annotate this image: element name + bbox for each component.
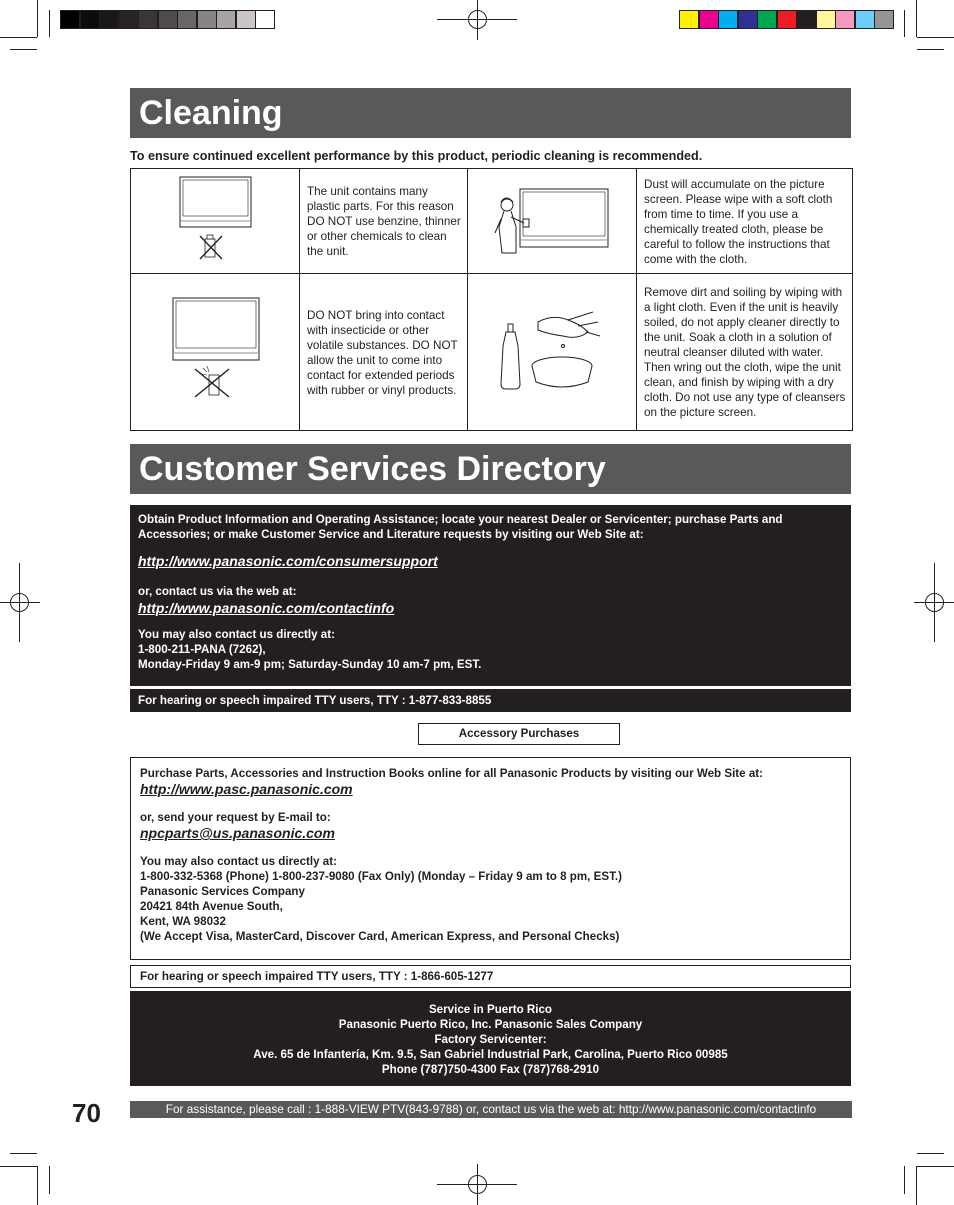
calibration-swatch: [679, 10, 699, 29]
calibration-swatch: [718, 10, 738, 29]
accessory-purchases-label: [418, 723, 620, 745]
pr-address: Ave. 65 de Infantería, Km. 9.5, San Gabriel Industrial Park, Carolina, Puerto Rico 00985: [253, 1048, 728, 1061]
phone-number: 1-800-211-PANA (7262),: [138, 643, 266, 656]
no-chemicals-illustration: [131, 169, 300, 274]
hours-text: Monday-Friday 9 am-9 pm; Saturday-Sunday 10 am-7 pm, EST.: [138, 658, 482, 671]
info-text: Obtain Product Information and Operating Assistance; locate your nearest Dealer or Servicenter; purchase Parts and: [138, 513, 783, 526]
crop-mark: [916, 1166, 917, 1205]
calibration-swatch: [138, 10, 158, 29]
calibration-swatch: [177, 10, 197, 29]
product-info-box: [130, 505, 851, 686]
purchase-box: [130, 757, 851, 960]
purchase-text: Purchase Parts, Accessories and Instruction Books online for all Panasonic Products by visiting our Web Site at:: [140, 767, 763, 780]
payment-note: (We Accept Visa, MasterCard, Discover Card, American Express, and Personal Checks): [140, 930, 620, 943]
calibration-swatch: [855, 10, 875, 29]
table-row: [131, 169, 853, 274]
tv-icon: [520, 189, 608, 247]
accessory-label-text: Accessory Purchases: [458, 727, 580, 740]
info-text: Accessories; or make Customer Service and Literature requests by visiting our Web Site at:: [138, 528, 644, 541]
address-city: Kent, WA 98032: [140, 915, 226, 928]
phone-number: 1-800-332-5368 (Phone) 1-800-237-9080 (Fax Only) (Monday – Friday 9 am to 8 pm, EST.): [140, 870, 622, 883]
pr-phone: Phone (787)750-4300 Fax (787)768-2910: [381, 1063, 600, 1076]
crop-mark: [10, 49, 37, 50]
cleaning-title: Cleaning: [130, 88, 851, 138]
address-street: 20421 84th Avenue South,: [140, 900, 283, 913]
info-text: You may also contact us directly at:: [138, 628, 335, 641]
crop-mark: [904, 1166, 905, 1194]
hands-wringing-cloth-icon: [538, 312, 600, 348]
contactinfo-link[interactable]: http://www.panasonic.com/contactinfo: [138, 600, 395, 616]
calibration-swatch: [197, 10, 217, 29]
calibration-swatch: [99, 10, 119, 29]
pasc-link[interactable]: http://www.pasc.panasonic.com: [140, 781, 353, 797]
consumersupport-link[interactable]: http://www.panasonic.com/consumersupport: [138, 553, 438, 569]
page-number: 70: [72, 1098, 101, 1128]
crop-mark: [37, 1166, 38, 1205]
pr-company: Panasonic Puerto Rico, Inc. Panasonic Sales Company: [338, 1018, 643, 1031]
cleaning-table: [130, 168, 853, 431]
tv-icon: [180, 177, 251, 227]
no-chemical-bottle-icon: [200, 235, 222, 259]
cleanser-bottle-icon: [501, 324, 520, 389]
calibration-swatch: [796, 10, 816, 29]
calibration-swatch: [699, 10, 719, 29]
cleaning-text: The unit contains many plastic parts. For this reason DO NOT use benzine, thinner or other chemicals to clean the unit.: [300, 169, 468, 274]
calibration-swatch: [738, 10, 758, 29]
tty-text: For hearing or speech impaired TTY users, TTY : 1-866-605-1277: [140, 970, 494, 983]
cleaning-text: Dust will accumulate on the picture screen. Please wipe with a soft cloth from time to time. If you use a chemically treated cloth, please be careful to follow the instructions that come with the cloth.: [637, 169, 853, 274]
tty-text: For hearing or speech impaired TTY users, TTY : 1-877-833-8855: [138, 694, 492, 707]
no-spray-can-icon: [195, 366, 229, 397]
pr-servicenter: Factory Servicenter:: [434, 1033, 547, 1046]
calibration-swatch: [255, 10, 275, 29]
calibration-swatch: [874, 10, 894, 29]
crop-mark: [916, 0, 917, 37]
tv-icon: [173, 298, 259, 360]
crop-mark: [49, 1166, 50, 1194]
cleaning-text: DO NOT bring into contact with insecticide or other volatile substances. DO NOT allow the unit to come into contact for extended periods with rubber or vinyl products.: [300, 274, 468, 431]
calibration-swatch: [777, 10, 797, 29]
crop-mark: [917, 1153, 944, 1154]
calibration-swatch: [757, 10, 777, 29]
calibration-swatch: [80, 10, 100, 29]
email-link[interactable]: npcparts@us.panasonic.com: [140, 825, 335, 841]
purchase-text: or, send your request by E-mail to:: [140, 811, 331, 824]
crop-mark: [49, 10, 50, 37]
crop-mark: [0, 1166, 37, 1167]
calibration-swatch: [119, 10, 139, 29]
cleaning-text: Remove dirt and soiling by wiping with a light cloth. Even if the unit is heavily soiled, do not apply cleaner directly to the unit. Soak a cloth in a solution of neutral cleanser diluted with water. Then wring out the cloth, wipe the unit clean, and finish by wiping with a dry cloth. Do not use any type of cleansers on the picture screen.: [637, 274, 853, 431]
footer-text: For assistance, please call : 1-888-VIEW PTV(843-9788) or, contact us via the web at: http://www.panasonic.com/contactinfo: [165, 1102, 817, 1116]
cleaning-intro: To ensure continued excellent performance by this product, periodic cleaning is recommended.: [130, 149, 703, 163]
calibration-swatch: [816, 10, 836, 29]
tty-bar: [130, 689, 851, 712]
calibration-swatch: [60, 10, 80, 29]
calibration-swatch: [158, 10, 178, 29]
crop-mark: [917, 37, 954, 38]
table-row: [131, 274, 853, 431]
purchase-text: You may also contact us directly at:: [140, 855, 337, 868]
company-name: Panasonic Services Company: [140, 885, 305, 898]
info-text: or, contact us via the web at:: [138, 585, 297, 598]
calibration-swatch: [835, 10, 855, 29]
directory-title: Customer Services Directory: [130, 444, 851, 494]
crop-mark: [917, 1166, 954, 1167]
water-bowl-icon: [532, 357, 592, 387]
pr-heading: Service in Puerto Rico: [428, 1003, 553, 1016]
wiping-screen-illustration: [468, 169, 637, 274]
puerto-rico-box: [130, 991, 851, 1086]
crop-mark: [0, 37, 37, 38]
calibration-swatch: [236, 10, 256, 29]
crop-mark: [37, 0, 38, 37]
crop-mark: [917, 49, 944, 50]
tty-bar: [130, 965, 851, 988]
calibration-swatch: [216, 10, 236, 29]
cleanser-bowl-illustration: [468, 274, 637, 431]
no-insecticide-illustration: [131, 274, 300, 431]
crop-mark: [10, 1153, 37, 1154]
crop-mark: [904, 10, 905, 37]
footer-bar: [130, 1101, 852, 1118]
